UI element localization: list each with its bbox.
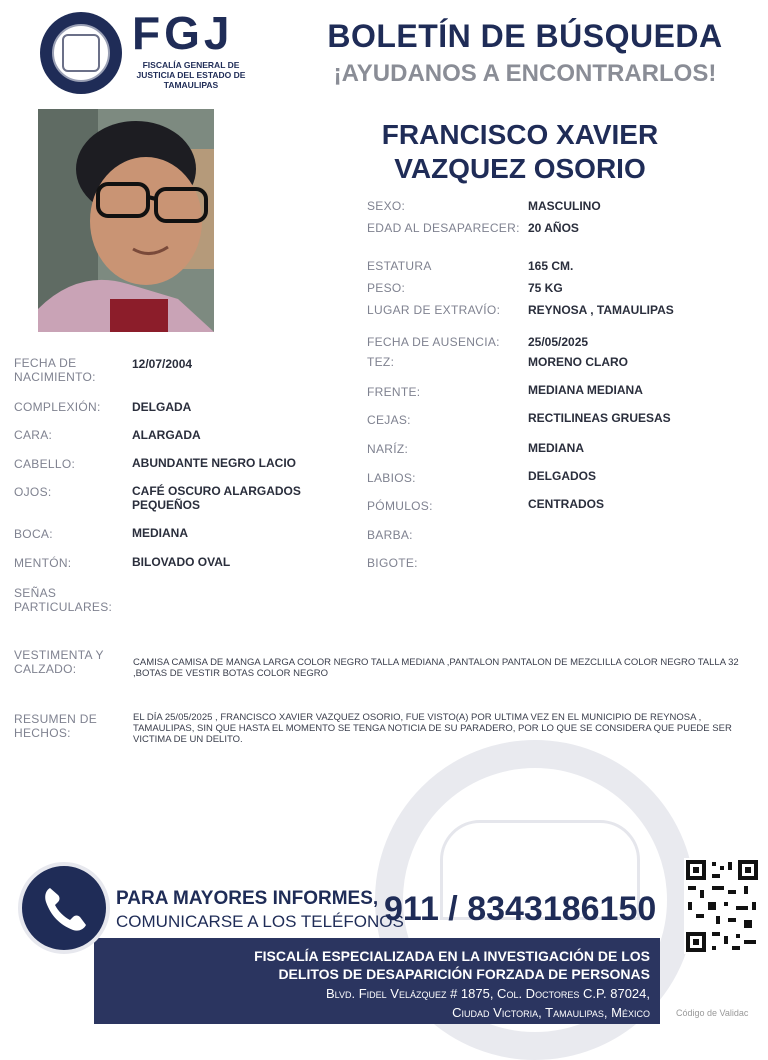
- qr-code[interactable]: [684, 858, 760, 954]
- value-vestimenta: CAMISA CAMISA DE MANGA LARGA COLOR NEGRO TALLA MEDIANA ,PANTALON PANTALON DE MEZCLILLA COLOR NEGRO TALLA 32 ,BOTAS DE VESTIR BOTAS COLOR NEGRO: [133, 657, 739, 679]
- phone-icon: [22, 866, 106, 950]
- person-photo-drawing: [38, 109, 214, 332]
- label-boca: BOCA:: [14, 527, 53, 541]
- label-cara: CARA:: [14, 428, 53, 442]
- contact-line1: PARA MAYORES INFORMES,: [116, 888, 379, 909]
- state-shield-icon: [62, 34, 100, 72]
- footer-address-line1: Blvd. Fidel Velázquez # 1875, Col. Doctores C.P. 87024,: [325, 986, 650, 1001]
- person-name: [320, 118, 720, 186]
- value-complexion: DELGADA: [132, 400, 192, 414]
- label-bigote: BIGOTE:: [367, 556, 418, 570]
- label-fecha-nacimiento: FECHA DE NACIMIENTO:: [14, 356, 96, 384]
- qr-caption: Código de Validac: [676, 1008, 749, 1018]
- label-estatura: ESTATURA: [367, 259, 432, 273]
- label-senas: SEÑAS PARTICULARES:: [14, 586, 113, 614]
- label-edad: EDAD AL DESAPARECER:: [367, 221, 520, 235]
- label-peso: PESO:: [367, 281, 406, 295]
- footer-agency-line2: DELITOS DE DESAPARICIÓN FORZADA DE PERSONAS: [278, 966, 650, 982]
- value-cejas: RECTILINEAS GRUESAS: [528, 411, 671, 425]
- value-peso: 75 KG: [528, 281, 563, 295]
- person-name-line2: VAZQUEZ OSORIO: [394, 153, 646, 184]
- label-pomulos: PÓMULOS:: [367, 499, 433, 513]
- page-subtitle: ¡AYUDANOS A ENCONTRARLOS!: [333, 60, 717, 87]
- value-fecha-ausencia: 25/05/2025: [528, 335, 589, 349]
- label-complexion: COMPLEXIÓN:: [14, 400, 101, 414]
- person-photo: [38, 109, 214, 332]
- label-vestimenta: VESTIMENTA Y CALZADO:: [14, 648, 104, 676]
- page-title: BOLETÍN DE BÚSQUEDA: [327, 18, 723, 54]
- value-resumen: EL DÍA 25/05/2025 , FRANCISCO XAVIER VAZQUEZ OSORIO, FUE VISTO(A) POR ULTIMA VEZ EN EL MUNICIPIO DE REYNOSA , TAMAULIPAS, SIN QUE HASTA EL MOMENTO SE TENGA NOTICIA DE SU PARADERO, POR LO QUE SE CONSIDERA QUE PUEDE SER VICTIMA DE UN DELITO.: [133, 712, 732, 745]
- footer-agency-line1: FISCALÍA ESPECIALIZADA EN LA INVESTIGACIÓN DE LOS: [254, 948, 650, 964]
- label-labios: LABIOS:: [367, 471, 416, 485]
- person-name-line1: FRANCISCO XAVIER: [381, 119, 659, 150]
- label-tez: TEZ:: [367, 355, 395, 369]
- value-ojos: CAFÉ OSCURO ALARGADOS PEQUEÑOS: [132, 484, 301, 512]
- phone-badge: [18, 862, 110, 954]
- label-fecha-ausencia: FECHA DE AUSENCIA:: [367, 335, 500, 349]
- value-tez: MORENO CLARO: [528, 355, 628, 369]
- value-boca: MEDIANA: [132, 526, 188, 540]
- value-edad: 20 AÑOS: [528, 221, 579, 235]
- value-frente: MEDIANA MEDIANA: [528, 383, 643, 397]
- logo-text: FGJ: [132, 7, 234, 59]
- label-sexo: SEXO:: [367, 199, 406, 213]
- label-resumen: RESUMEN DE HECHOS:: [14, 712, 98, 740]
- label-frente: FRENTE:: [367, 385, 421, 399]
- label-lugar: LUGAR DE EXTRAVÍO:: [367, 303, 501, 317]
- logo-subtitle: FISCALÍA GENERAL DE JUSTICIA DEL ESTADO DE TAMAULIPAS: [136, 60, 246, 90]
- value-fecha-nacimiento: 12/07/2004: [132, 357, 193, 371]
- contact-line2: COMUNICARSE A LOS TELÉFONOS: [116, 912, 404, 931]
- label-ojos: OJOS:: [14, 485, 52, 499]
- label-menton: MENTÓN:: [14, 556, 72, 570]
- value-pomulos: CENTRADOS: [528, 497, 605, 511]
- value-lugar: REYNOSA , TAMAULIPAS: [528, 303, 674, 317]
- phone-number[interactable]: 911 / 8343186150: [384, 890, 657, 928]
- value-cabello: ABUNDANTE NEGRO LACIO: [132, 456, 296, 470]
- qr-code-icon: [684, 858, 760, 954]
- label-nariz: NARÍZ:: [367, 442, 409, 456]
- value-estatura: 165 CM.: [528, 259, 574, 273]
- label-cejas: CEJAS:: [367, 413, 411, 427]
- footer-address-line2: Ciudad Victoria, Tamaulipas, México: [452, 1005, 650, 1020]
- label-cabello: CABELLO:: [14, 457, 76, 471]
- value-sexo: MASCULINO: [528, 199, 601, 213]
- value-labios: DELGADOS: [528, 469, 597, 483]
- label-barba: BARBA:: [367, 528, 413, 542]
- value-menton: BILOVADO OVAL: [132, 555, 231, 569]
- value-cara: ALARGADA: [132, 428, 201, 442]
- value-nariz: MEDIANA: [528, 441, 584, 455]
